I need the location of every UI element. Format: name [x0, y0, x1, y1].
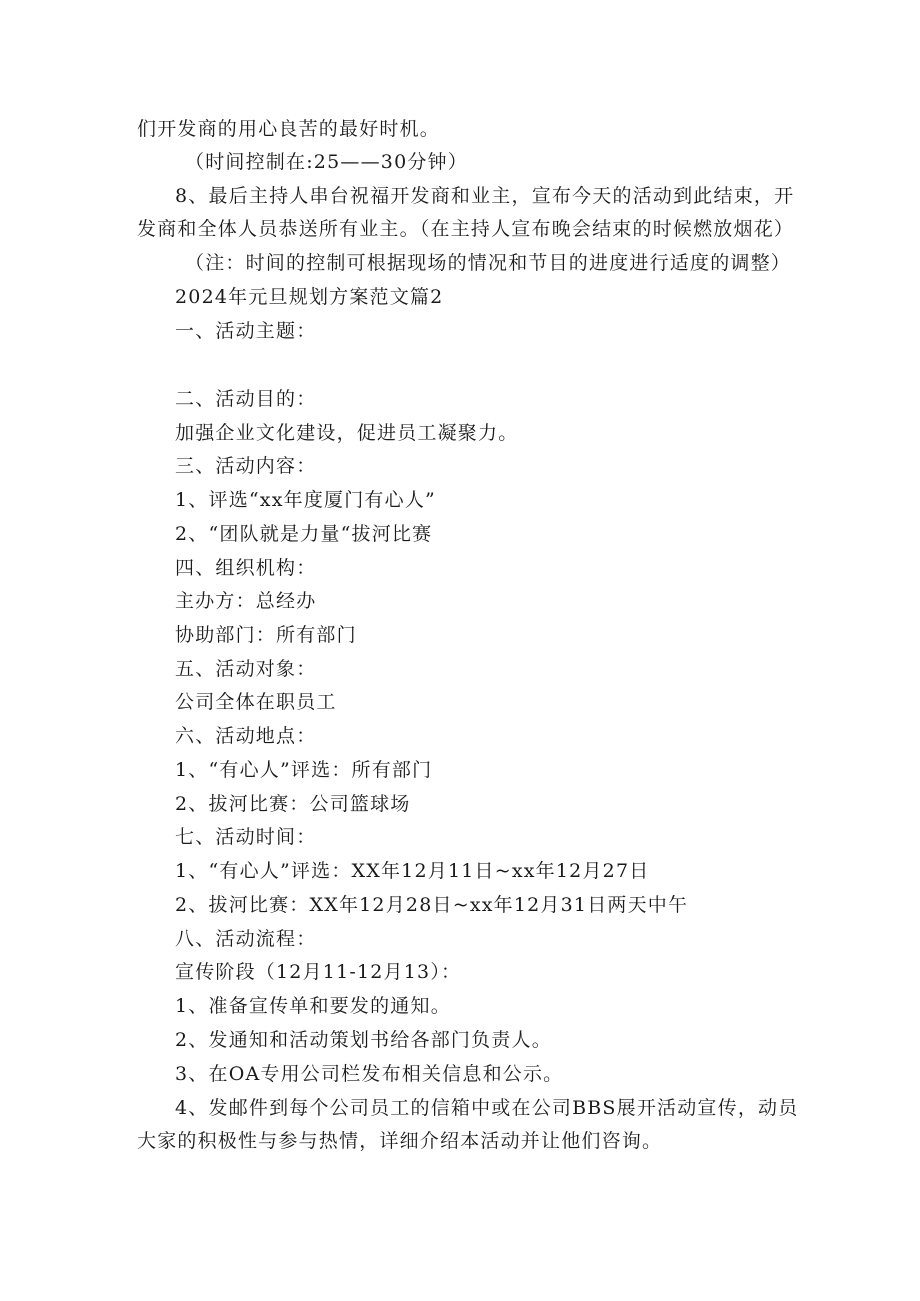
- heading-content: 三、活动内容：: [175, 455, 317, 477]
- list-item: 1、“有心人”评选：XX年12月11日~xx年12月27日: [175, 860, 650, 882]
- paragraph-line: 宣传阶段（12月11-12月13）：: [175, 961, 462, 983]
- heading-audience: 五、活动对象：: [175, 658, 317, 680]
- paragraph-line: 协助部门：所有部门: [175, 624, 357, 646]
- heading-process: 八、活动流程：: [175, 928, 317, 950]
- list-item: 3、在OA专用公司栏发布相关信息和公示。: [175, 1063, 564, 1085]
- list-item: 1、准备宣传单和要发的通知。: [175, 995, 451, 1017]
- heading-theme: 一、活动主题：: [175, 320, 317, 342]
- paragraph-line: 8、最后主持人串台祝福开发商和业主，宣布今天的活动到此结束，开: [175, 185, 795, 207]
- heading-organization: 四、组织机构：: [175, 557, 317, 579]
- list-item: 4、发邮件到每个公司员工的信箱中或在公司BBS展开活动宣传，动员: [175, 1097, 799, 1119]
- paragraph-line: 大家的积极性与参与热情，详细介绍本活动并让他们咨询。: [137, 1130, 663, 1152]
- time-note: （时间控制在:25——30分钟）: [185, 151, 468, 173]
- paragraph-line: 们开发商的用心良苦的最好时机。: [137, 118, 441, 140]
- paragraph-line: 主办方：总经办: [175, 590, 317, 612]
- list-item: 2、拔河比赛：XX年12月28日~xx年12月31日两天中午: [175, 894, 689, 916]
- paragraph-line: 发商和全体人员恭送所有业主。（在主持人宣布晚会结束的时候燃放烟花）: [137, 218, 795, 240]
- heading-purpose: 二、活动目的：: [175, 388, 317, 410]
- paragraph-line: 加强企业文化建设，促进员工凝聚力。: [175, 422, 519, 444]
- list-item: 2、发通知和活动策划书给各部门负责人。: [175, 1029, 552, 1051]
- section-title: 2024年元旦规划方案范文篇2: [175, 286, 444, 308]
- list-item: 2、拔河比赛：公司篮球场: [175, 793, 411, 815]
- list-item: 1、“有心人”评选：所有部门: [175, 759, 433, 781]
- paragraph-line: 公司全体在职员工: [175, 691, 337, 713]
- heading-location: 六、活动地点：: [175, 725, 317, 747]
- list-item: 1、评选“xx年度厦门有心人”: [175, 489, 436, 511]
- list-item: 2、“团队就是力量“拔河比赛: [175, 523, 433, 545]
- heading-time: 七、活动时间：: [175, 826, 317, 848]
- note-line: （注：时间的控制可根据现场的情况和节目的进度进行适度的调整）: [185, 252, 792, 274]
